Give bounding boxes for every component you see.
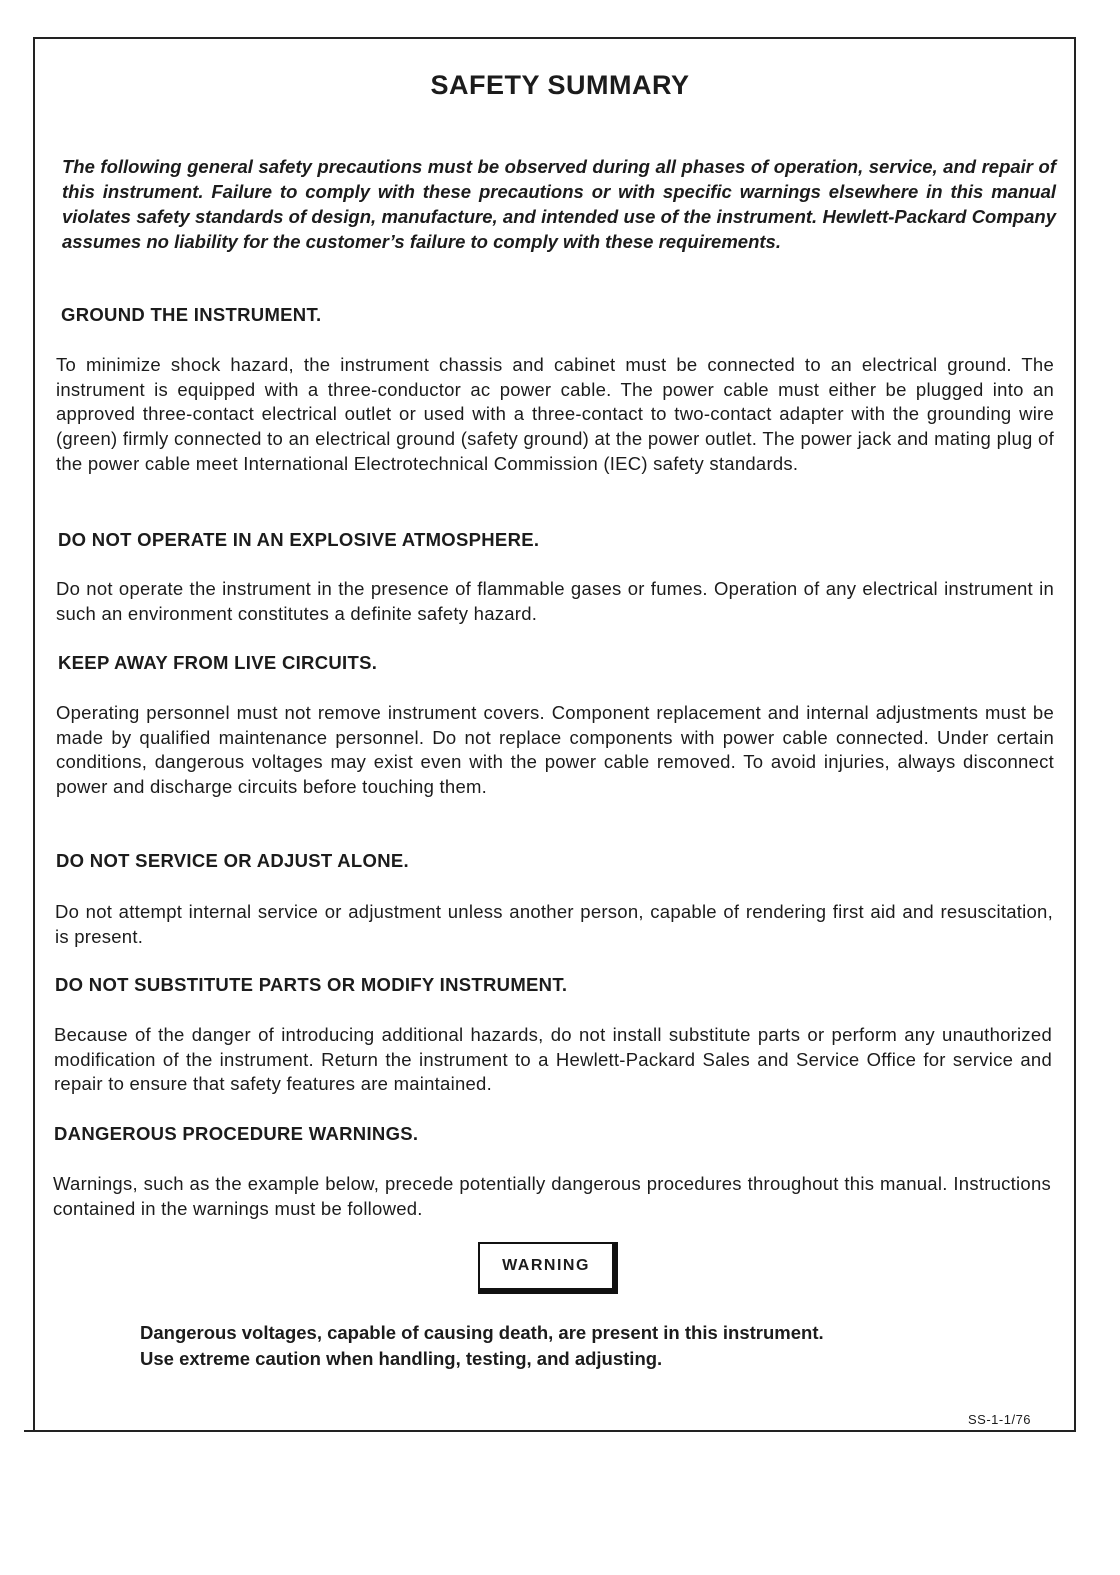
section-heading-warnings: DANGEROUS PROCEDURE WARNINGS. — [54, 1123, 419, 1144]
section-body-ground: To minimize shock hazard, the instrument chassis and cabinet must be connected to an electrical ground. The instrument is equipped with a three-conductor ac power cable. The power cable must either be plugged into an approved three-contact electrical outlet or used with a three-contact to two-contact adapter with the grounding wire (green) firmly connected to an electrical ground (safety ground) at the power outlet. The power jack and mating plug of the power cable meet International Electrotechnical Commission (IEC) safety standards. — [56, 354, 1054, 474]
section-heading-substitute: DO NOT SUBSTITUTE PARTS OR MODIFY INSTRUMENT. — [55, 974, 568, 995]
section-heading-explosive: DO NOT OPERATE IN AN EXPLOSIVE ATMOSPHERE. — [58, 529, 540, 550]
section-heading-live-circuits: KEEP AWAY FROM LIVE CIRCUITS. — [58, 652, 378, 673]
warning-text — [140, 1320, 1000, 1372]
page-border-corner — [24, 1430, 36, 1432]
section-body-warnings: Warnings, such as the example below, precede potentially dangerous procedures throughout this manual. Instructions contained in the warnings must be followed. — [53, 1173, 1051, 1219]
document-code: SS-1-1/76 — [968, 1412, 1032, 1427]
warning-label-box — [478, 1242, 618, 1294]
section-heading-service-alone: DO NOT SERVICE OR ADJUST ALONE. — [56, 850, 409, 871]
warning-label: WARNING — [502, 1257, 590, 1274]
intro-paragraph: The following general safety precautions must be observed during all phases of operation, service, and repair of this instrument. Failure to comply with these precautions or with specific warnings elsewhere in this manual violates safety standards of design, manufacture, and intended use of the instrument. Hewlett-Packard Company assumes no liability for the customer’s failure to comply with these requirements. — [62, 156, 1056, 252]
section-body-service-alone: Do not attempt internal service or adjustment unless another person, capable of rendering first aid and resuscitation, is present. — [55, 901, 1053, 947]
section-body-explosive: Do not operate the instrument in the presence of flammable gases or fumes. Operation of any electrical instrument in such an environment constitutes a definite safety hazard. — [56, 578, 1054, 624]
page-title: SAFETY SUMMARY — [430, 70, 690, 100]
section-body-substitute: Because of the danger of introducing additional hazards, do not install substitute parts or perform any unauthorized modification of the instrument. Return the instrument to a Hewlett-Packard Sales and Service Office for service and repair to ensure that safety features are maintained. — [54, 1024, 1052, 1095]
section-heading-ground: GROUND THE INSTRUMENT. — [61, 304, 322, 325]
warning-line-1: Dangerous voltages, capable of causing death, are present in this instrument. — [140, 1322, 824, 1343]
warning-line-2: Use extreme caution when handling, testing, and adjusting. — [140, 1348, 663, 1369]
section-body-live-circuits: Operating personnel must not remove instrument covers. Component replacement and internal adjustments must be made by qualified maintenance personnel. Do not replace components with power cable connected. Under certain conditions, dangerous voltages may exist even with the power cable removed. To avoid injuries, always disconnect power and discharge circuits before touching them. — [56, 702, 1054, 798]
